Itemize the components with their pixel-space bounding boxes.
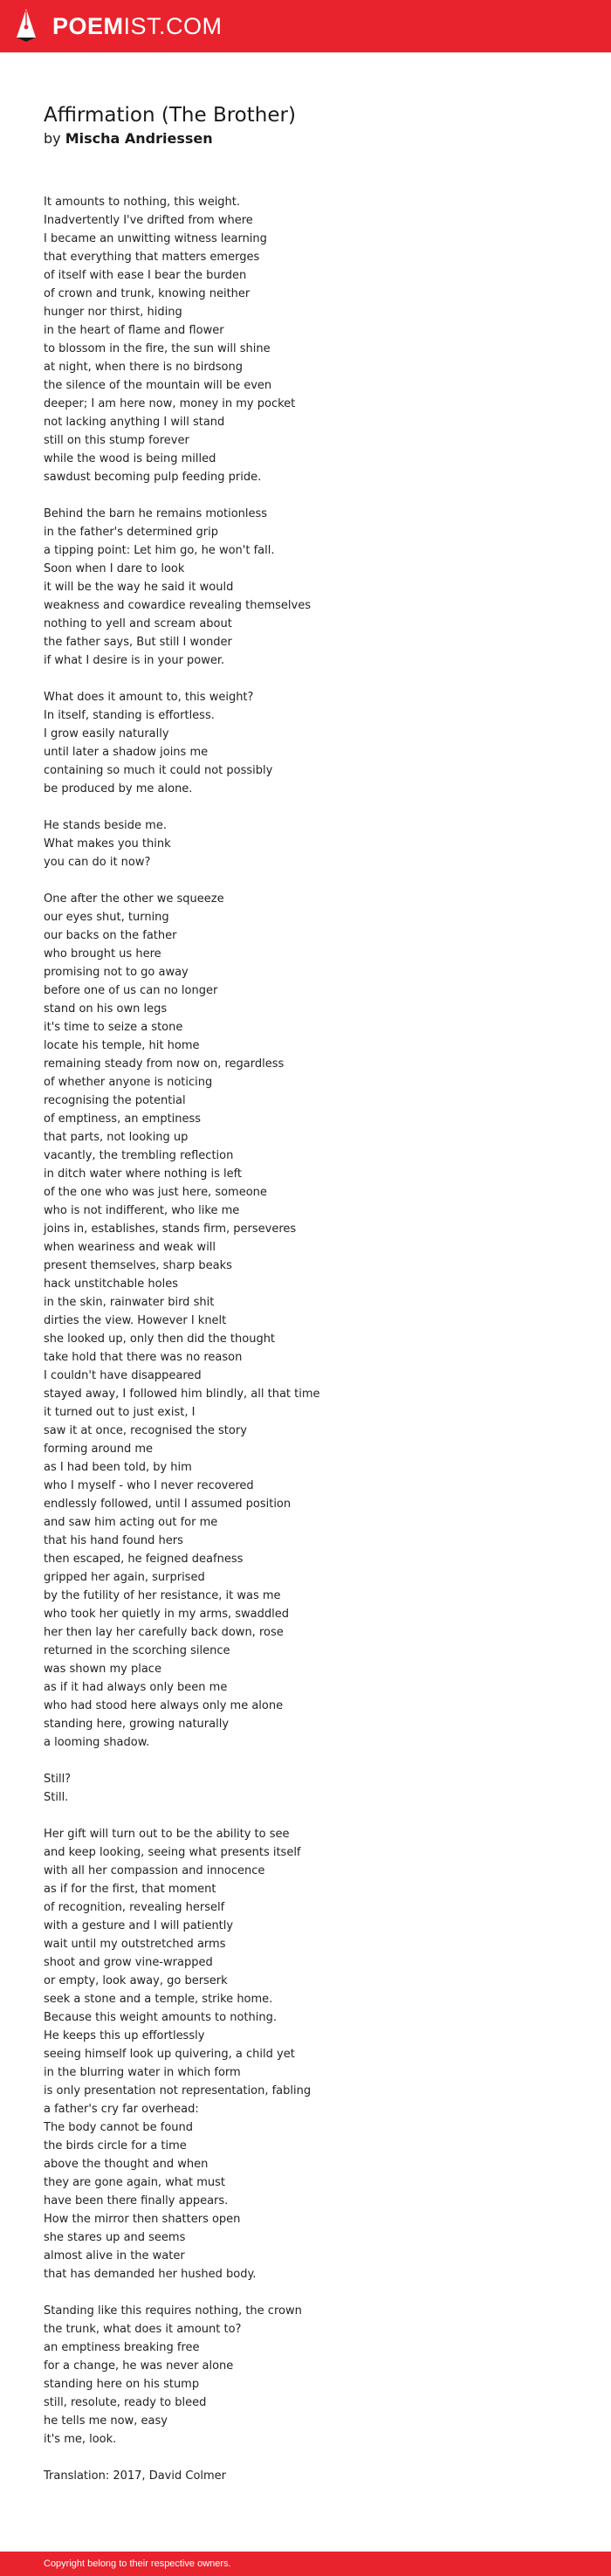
poem-line: the father says, But still I wonder [44, 636, 232, 649]
poem-line: stand on his own legs [44, 1002, 168, 1016]
poem-line: saw it at once, recognised the story [44, 1424, 247, 1437]
poem-line: dirties the view. However I knelt [44, 1314, 227, 1327]
poem-line: it turned out to just exist, I [44, 1406, 196, 1419]
poem-line: standing here, growing naturally [44, 1718, 230, 1731]
poem-line: nothing to yell and scream about [44, 617, 232, 630]
poem-line: shoot and grow vine-wrapped [44, 1956, 213, 1969]
pen-nib-icon[interactable] [15, 8, 38, 47]
poem-line: Translation: 2017, David Colmer [44, 2469, 227, 2483]
poem-line: was shown my place [44, 1663, 161, 1676]
poem-line: gripped her again, surprised [44, 1571, 205, 1584]
poem-line: Her gift will turn out to be the ability to see [44, 1828, 290, 1841]
poem-line: endlessly followed, until I assumed position [44, 1498, 292, 1511]
poem-line: returned in the scorching silence [44, 1644, 230, 1657]
poem-line: an emptiness breaking free [44, 2341, 200, 2354]
poem-line: then escaped, he feigned deafness [44, 1553, 244, 1566]
poem-line: of whether anyone is noticing [44, 1076, 213, 1089]
poem-line: is only presentation not representation, fabling [44, 2084, 312, 2097]
poem-line: before one of us can no longer [44, 984, 218, 997]
poem-line: present themselves, sharp beaks [44, 1259, 232, 1272]
poem-line: almost alive in the water [44, 2249, 185, 2263]
poem-byline [44, 130, 213, 148]
poem-line: Still? [44, 1773, 72, 1786]
poem-stanza [44, 193, 567, 486]
poem-line: a tipping point: Let him go, he won't fall. [44, 544, 275, 557]
poem-body [44, 193, 567, 2504]
poem-line: One after the other we squeeze [44, 892, 224, 906]
poem-line: of itself with ease I bear the burden [44, 269, 247, 282]
poem-line: Standing like this requires nothing, the crown [44, 2304, 302, 2318]
poem-line: as if it had always only been me [44, 1681, 228, 1694]
poem-line: for a change, he was never alone [44, 2359, 234, 2373]
copyright-notice: Copyright belong to their respective owners. [44, 2559, 231, 2569]
poem-line: I couldn't have disappeared [44, 1369, 202, 1382]
poem-line: her then lay her carefully back down, rose [44, 1626, 284, 1639]
poem-line: Soon when I dare to look [44, 562, 185, 575]
poem-line: Because this weight amounts to nothing. [44, 2011, 278, 2024]
poem-stanza [44, 1825, 567, 2283]
poem-line: in the father's determined grip [44, 526, 218, 539]
poem-line: as if for the first, that moment [44, 1883, 216, 1896]
poem-stanza [44, 1770, 567, 1807]
site-footer [0, 2552, 611, 2576]
poem-line: if what I desire is in your power. [44, 654, 225, 667]
byline-prefix: by [44, 130, 61, 147]
poem-title: Affirmation (The Brother) [44, 104, 296, 127]
poem-line: to blossom in the fire, the sun will shine [44, 342, 271, 355]
poem-line: who brought us here [44, 947, 161, 961]
poem-line: our eyes shut, turning [44, 911, 169, 924]
poem-stanza [44, 816, 567, 871]
poem-line: forming around me [44, 1443, 154, 1456]
poem-line: have been there finally appears. [44, 2194, 229, 2208]
poem-line: promising not to go away [44, 966, 189, 979]
poem-line: of crown and trunk, knowing neither [44, 287, 251, 300]
poem-line: with a gesture and I will patiently [44, 1919, 234, 1932]
poem-line: when weariness and weak will [44, 1241, 216, 1254]
poem-line: What makes you think [44, 837, 171, 851]
poem-line: locate his temple, hit home [44, 1039, 200, 1052]
poem-line: in the blurring water in which form [44, 2066, 241, 2079]
poem-line: seek a stone and a temple, strike home. [44, 1993, 273, 2006]
poem-line: take hold that there was no reason [44, 1351, 243, 1364]
poem-line: The body cannot be found [44, 2121, 194, 2134]
poem-line: containing so much it could not possibly [44, 764, 273, 777]
poem-line: while the wood is being milled [44, 452, 216, 465]
poem-line: the birds circle for a time [44, 2139, 187, 2152]
poem-line: seeing himself look up quivering, a child yet [44, 2048, 295, 2061]
poem-line: sawdust becoming pulp feeding pride. [44, 471, 262, 484]
poem-line: not lacking anything I will stand [44, 416, 225, 429]
poem-line: recognising the potential [44, 1094, 186, 1107]
poem-line: How the mirror then shatters open [44, 2213, 241, 2226]
logo-text-bold: POEM [52, 13, 124, 39]
poem-line: It amounts to nothing, this weight. [44, 196, 241, 209]
poem-stanza [44, 890, 567, 1752]
poem-line: weakness and cowardice revealing themselves [44, 599, 311, 612]
poem-line: stayed away, I followed him blindly, all that time [44, 1388, 320, 1401]
poem-line: our backs on the father [44, 929, 177, 942]
site-header [0, 0, 611, 52]
poem-line: above the thought and when [44, 2158, 209, 2171]
poem-line: of recognition, revealing herself [44, 1901, 225, 1914]
poem-line: He keeps this up effortlessly [44, 2029, 205, 2042]
poem-line: Inadvertently I've drifted from where [44, 214, 253, 227]
author-link[interactable]: Mischa Andriessen [65, 130, 213, 147]
poem-line: in the skin, rainwater bird shit [44, 1296, 215, 1309]
poem-line: in the heart of flame and flower [44, 324, 224, 337]
poem-line: she stares up and seems [44, 2231, 186, 2244]
poem-line: a looming shadow. [44, 1736, 150, 1749]
poem-line: the silence of the mountain will be even [44, 379, 272, 392]
poem-line: Still. [44, 1791, 69, 1804]
poem-line: In itself, standing is effortless. [44, 709, 215, 722]
poem-line: standing here on his stump [44, 2378, 200, 2391]
poem-line: it's me, look. [44, 2433, 117, 2446]
poem-stanza [44, 2467, 567, 2485]
poem-line: and keep looking, seeing what presents itself [44, 1846, 301, 1859]
poem-line: wait until my outstretched arms [44, 1938, 226, 1951]
poem-line: that parts, not looking up [44, 1131, 189, 1144]
poem-line: who took her quietly in my arms, swaddled [44, 1608, 289, 1621]
poem-line: by the futility of her resistance, it was me [44, 1589, 281, 1602]
poem-line: vacantly, the trembling reflection [44, 1149, 234, 1162]
poem-line: I grow easily naturally [44, 727, 169, 740]
poem-line: at night, when there is no birdsong [44, 361, 243, 374]
poem-line: in ditch water where nothing is left [44, 1167, 243, 1181]
poem-line: deeper; I am here now, money in my pocket [44, 397, 296, 410]
poem-line: until later a shadow joins me [44, 746, 209, 759]
poem-stanza [44, 2302, 567, 2449]
poem-line: I became an unwitting witness learning [44, 232, 267, 245]
poem-line: you can do it now? [44, 856, 151, 869]
poem-line: or empty, look away, go berserk [44, 1974, 228, 1987]
poem-line: that everything that matters emerges [44, 251, 260, 264]
poem-line: hack unstitchable holes [44, 1278, 178, 1291]
poem-line: he tells me now, easy [44, 2414, 168, 2428]
poem-line: What does it amount to, this weight? [44, 691, 254, 704]
poem-line: joins in, establishes, stands firm, perseveres [44, 1223, 297, 1236]
poem-line: who I myself - who I never recovered [44, 1479, 254, 1492]
poem-line: be produced by me alone. [44, 782, 193, 796]
poem-stanza [44, 688, 567, 798]
poem-line: a father's cry far overhead: [44, 2103, 199, 2116]
poem-line: Behind the barn he remains motionless [44, 507, 268, 520]
poem-line: and saw him acting out for me [44, 1516, 218, 1529]
poem-line: still, resolute, ready to bleed [44, 2396, 207, 2409]
poem-stanza [44, 505, 567, 670]
poem-line: she looked up, only then did the thought [44, 1333, 276, 1346]
poem-line: of emptiness, an emptiness [44, 1112, 202, 1126]
poem-line: that his hand found hers [44, 1534, 183, 1547]
poem-line: who had stood here always only me alone [44, 1699, 284, 1712]
poem-line: as I had been told, by him [44, 1461, 192, 1474]
logo-text-light: IST.COM [123, 13, 223, 39]
poem-line: of the one who was just here, someone [44, 1186, 267, 1199]
poem-line: the trunk, what does it amount to? [44, 2323, 242, 2336]
poem-line: that has demanded her hushed body. [44, 2268, 257, 2281]
poem-line: hunger nor thirst, hiding [44, 306, 182, 319]
poem-line: He stands beside me. [44, 819, 167, 832]
poem-line: remaining steady from now on, regardless [44, 1057, 285, 1071]
poem-line: who is not indifferent, who like me [44, 1204, 240, 1217]
poem-line: still on this stump forever [44, 434, 189, 447]
poem-line: it will be the way he said it would [44, 581, 234, 594]
poem-line: with all her compassion and innocence [44, 1864, 265, 1877]
poem-line: they are gone again, what must [44, 2176, 226, 2189]
poem-line: it's time to seize a stone [44, 1021, 183, 1034]
site-logo-link[interactable] [52, 13, 223, 39]
